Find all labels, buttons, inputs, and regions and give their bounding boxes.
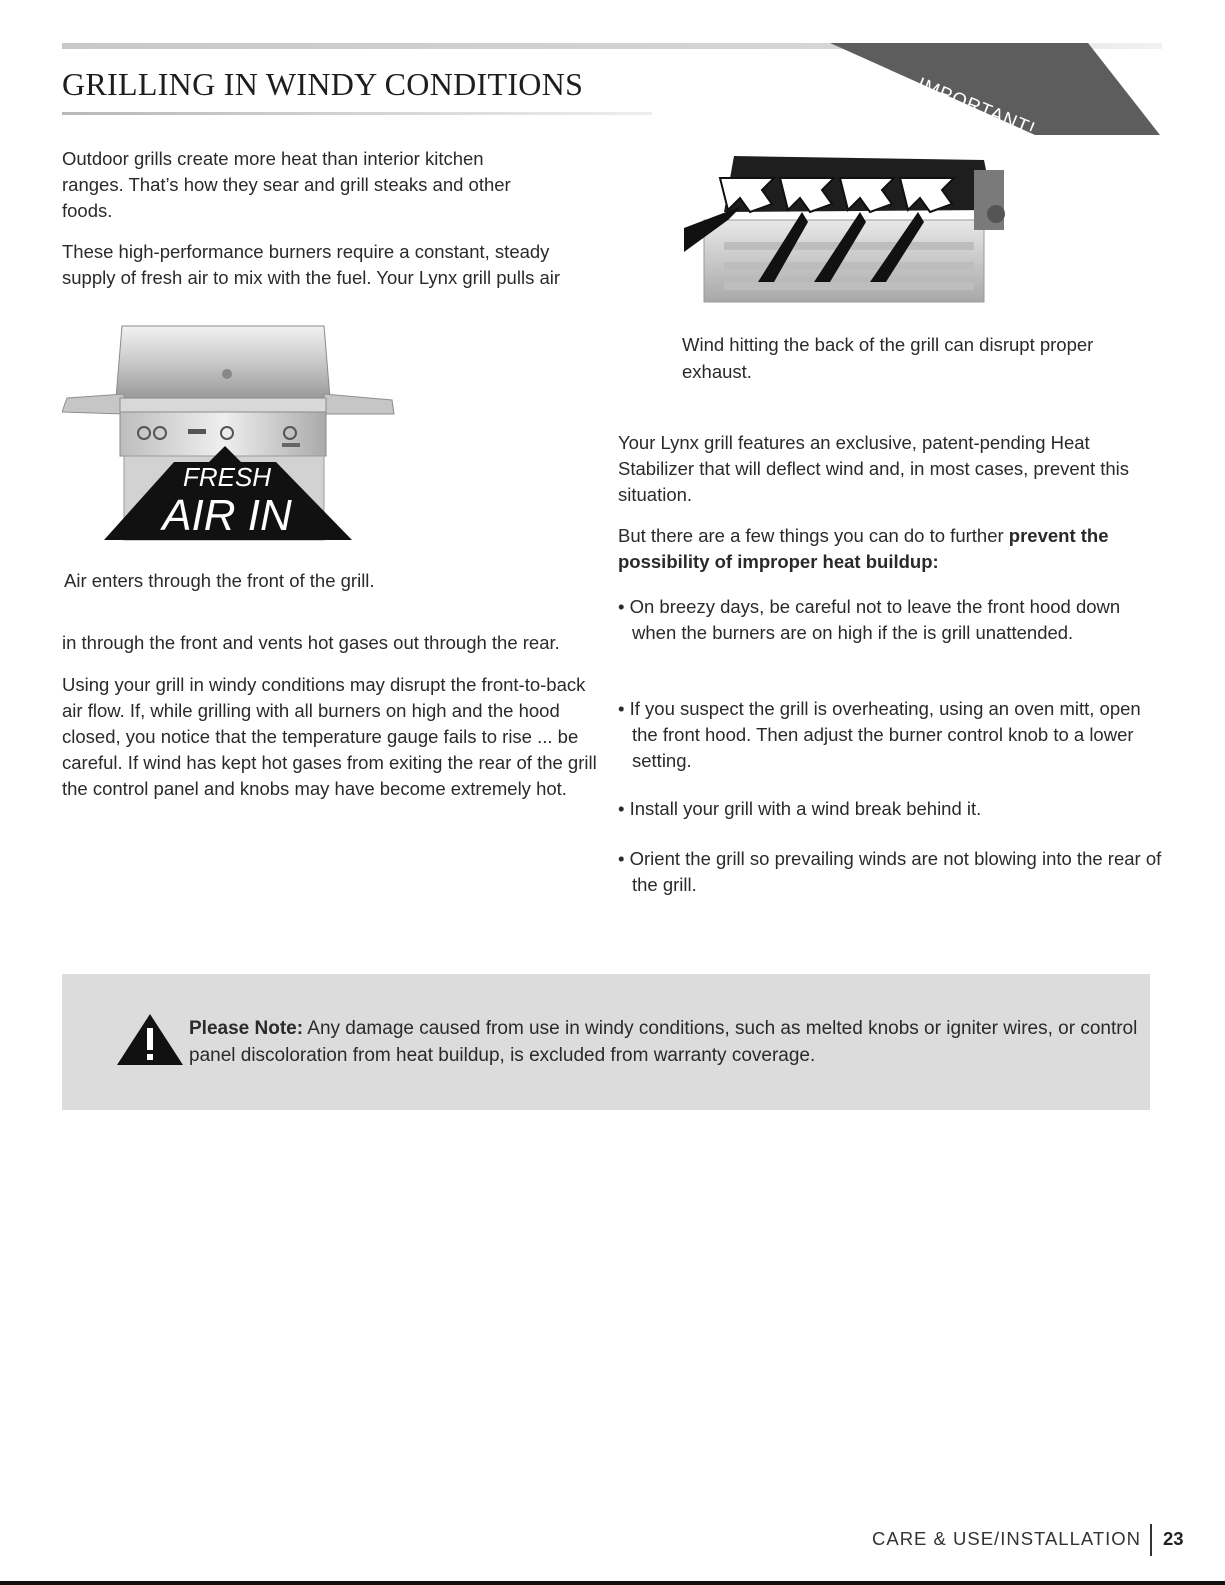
page-number: 23 (1163, 1528, 1184, 1549)
burners-paragraph: These high-performance burners require a constant, steady supply of fresh air to mix with the fuel. Your Lynx grill pulls air (62, 241, 561, 288)
prevention-paragraph (618, 523, 1148, 575)
rear-grill-figure (684, 150, 1014, 305)
prevention-intro: But there are a few things you can do to further (618, 525, 1009, 546)
prevention-emphasis: prevent the possibility of improper heat buildup: (618, 525, 1109, 572)
warranty-note-text (189, 1015, 1139, 1069)
fresh-label: FRESH (182, 462, 272, 492)
list-item: • Install your grill with a wind break behind it. (618, 798, 982, 819)
footer-section-label: CARE & USE/INSTALLATION (872, 1528, 1142, 1549)
footer-divider (1150, 1524, 1152, 1556)
list-item: • If you suspect the grill is overheating, using an oven mitt, open the front hood. Then adjust the burner control knob to a lower setting. (618, 698, 1141, 771)
front-figure-caption: Air enters through the front of the grill. (64, 570, 375, 591)
intro-paragraph: Outdoor grills create more heat than interior kitchen ranges. That’s how they sear and grill steaks and other foods. (62, 148, 511, 221)
note-label: Please Note: (189, 1018, 304, 1039)
heat-stabilizer-paragraph: Your Lynx grill features an exclusive, patent-pending Heat Stabilizer that will deflect wind and, in most cases, prevent this situation. (618, 432, 1130, 505)
list-item: • Orient the grill so prevailing winds are not blowing into the rear of the grill. (618, 848, 1162, 895)
note-body: Any damage caused from use in windy conditions, such as melted knobs or igniter wires, or control panel discoloration from heat buildup, is excluded from warranty coverage. (189, 1018, 1138, 1066)
air-in-label: AIR IN (162, 491, 292, 540)
title-underline (62, 112, 652, 115)
airflow-paragraph: in through the front and vents hot gases out through the rear. (62, 632, 560, 653)
warning-icon (115, 1012, 185, 1067)
windy-paragraph: Using your grill in windy conditions may disrupt the front-to-back air flow. If, while grilling with all burners on high and the hood closed, you notice that the temperature gauge fails to rise ... be careful. If wind has kept hot gases from exiting the rear of the grill the control panel and knobs may have become extremely hot. (62, 674, 597, 799)
page-title: GRILLING IN WINDY CONDITIONS (62, 66, 584, 102)
rear-figure-caption: Wind hitting the back of the grill can disrupt proper exhaust. (682, 334, 1094, 382)
front-grill-figure (62, 318, 432, 550)
important-banner-label: IMPORTANT! (914, 74, 1039, 141)
list-item: • On breezy days, be careful not to leave the front hood down when the burners are on high if the is grill unattended. (618, 596, 1121, 643)
bottom-border (0, 1581, 1225, 1585)
